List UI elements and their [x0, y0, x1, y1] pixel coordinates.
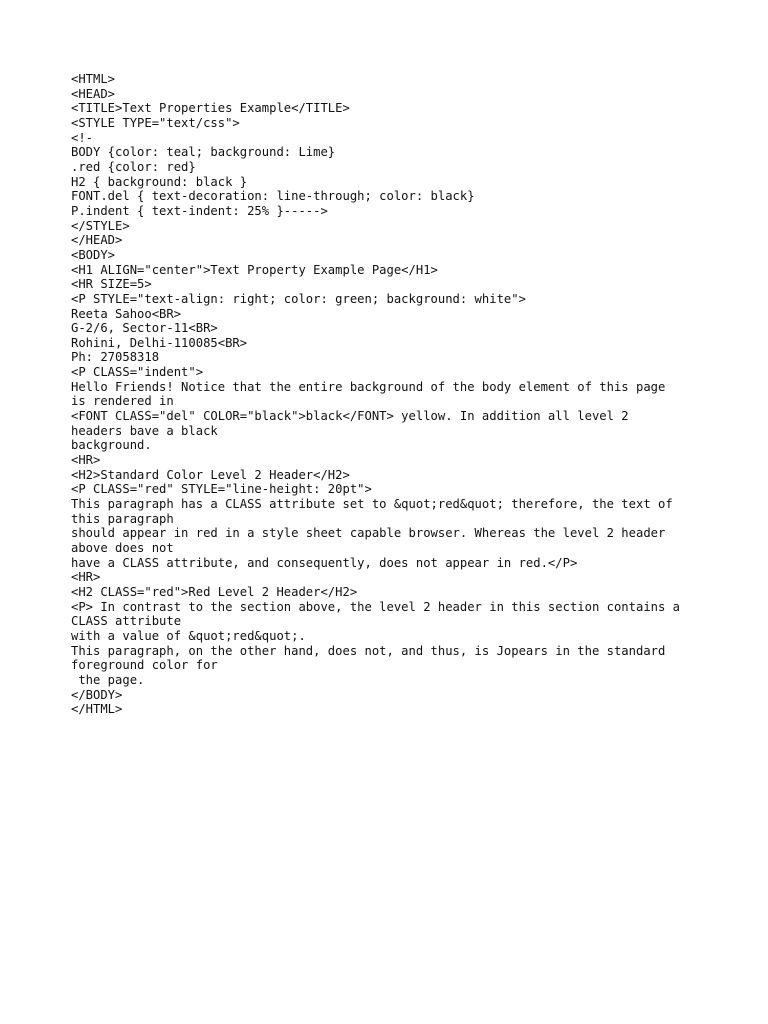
code-line: <!-	[71, 130, 94, 145]
code-line: <FONT CLASS="del" COLOR="black">black</FONT> yellow. In addition all level 2	[71, 409, 629, 424]
code-line: <H1 ALIGN="center">Text Property Example Page</H1>	[71, 262, 438, 277]
code-line: <P STYLE="text-align: right; color: green; background: white">	[71, 291, 526, 306]
code-line: should appear in red in a style sheet capable browser. Whereas the level 2 header	[71, 526, 666, 541]
code-line: This paragraph has a CLASS attribute set to &quot;red&quot; therefore, the text of	[71, 497, 673, 512]
code-line: is rendered in	[71, 394, 174, 409]
code-line: P.indent { text-indent: 25% }----->	[71, 203, 328, 218]
code-line: <HR SIZE=5>	[71, 277, 152, 292]
code-line: H2 { background: black }	[71, 174, 248, 189]
code-line: </HEAD>	[71, 233, 123, 248]
code-line: <HEAD>	[71, 86, 116, 101]
code-line: <BODY>	[71, 247, 116, 262]
code-line: <HR>	[71, 453, 101, 468]
code-line: <P> In contrast to the section above, the level 2 header in this section contains a	[71, 599, 681, 614]
code-line: G-2/6, Sector-11<BR>	[71, 321, 218, 336]
code-line: </BODY>	[71, 687, 123, 702]
code-line: BODY {color: teal; background: Lime}	[71, 145, 336, 160]
code-line: background.	[71, 438, 152, 453]
code-line: This paragraph, on the other hand, does not, and thus, is Jopears in the standard	[71, 643, 666, 658]
code-line: <TITLE>Text Properties Example</TITLE>	[71, 101, 350, 116]
code-line: <H2>Standard Color Level 2 Header</H2>	[71, 467, 350, 482]
code-line: CLASS attribute	[71, 614, 182, 629]
code-line: .red {color: red}	[71, 159, 196, 174]
code-line: have a CLASS attribute, and consequently, does not appear in red.</P>	[71, 555, 578, 570]
code-line: with a value of &quot;red&quot;.	[71, 628, 306, 643]
code-line: the page.	[71, 672, 145, 687]
code-line: </STYLE>	[71, 218, 130, 233]
code-line: <H2 CLASS="red">Red Level 2 Header</H2>	[71, 584, 358, 599]
code-line: <P CLASS="red" STYLE="line-height: 20pt">	[71, 482, 372, 497]
code-line: this paragraph	[71, 511, 174, 526]
code-line: above does not	[71, 541, 174, 555]
code-line: Hello Friends! Notice that the entire background of the body element of this page	[71, 379, 666, 394]
code-line: Ph: 27058318	[71, 350, 160, 365]
code-line: Rohini, Delhi-110085<BR>	[71, 335, 248, 350]
code-line: <HR>	[71, 570, 101, 585]
code-line: headers bave a black	[71, 423, 218, 438]
document-page	[71, 72, 761, 717]
code-line: <P CLASS="indent">	[71, 365, 204, 380]
code-line: <STYLE TYPE="text/css">	[71, 115, 240, 130]
code-line: foreground color for	[71, 658, 218, 673]
code-line: FONT.del { text-decoration: line-through; color: black}	[71, 189, 475, 204]
code-line: </HTML>	[71, 702, 123, 717]
code-line: <HTML>	[71, 72, 116, 86]
code-line: Reeta Sahoo<BR>	[71, 306, 182, 321]
